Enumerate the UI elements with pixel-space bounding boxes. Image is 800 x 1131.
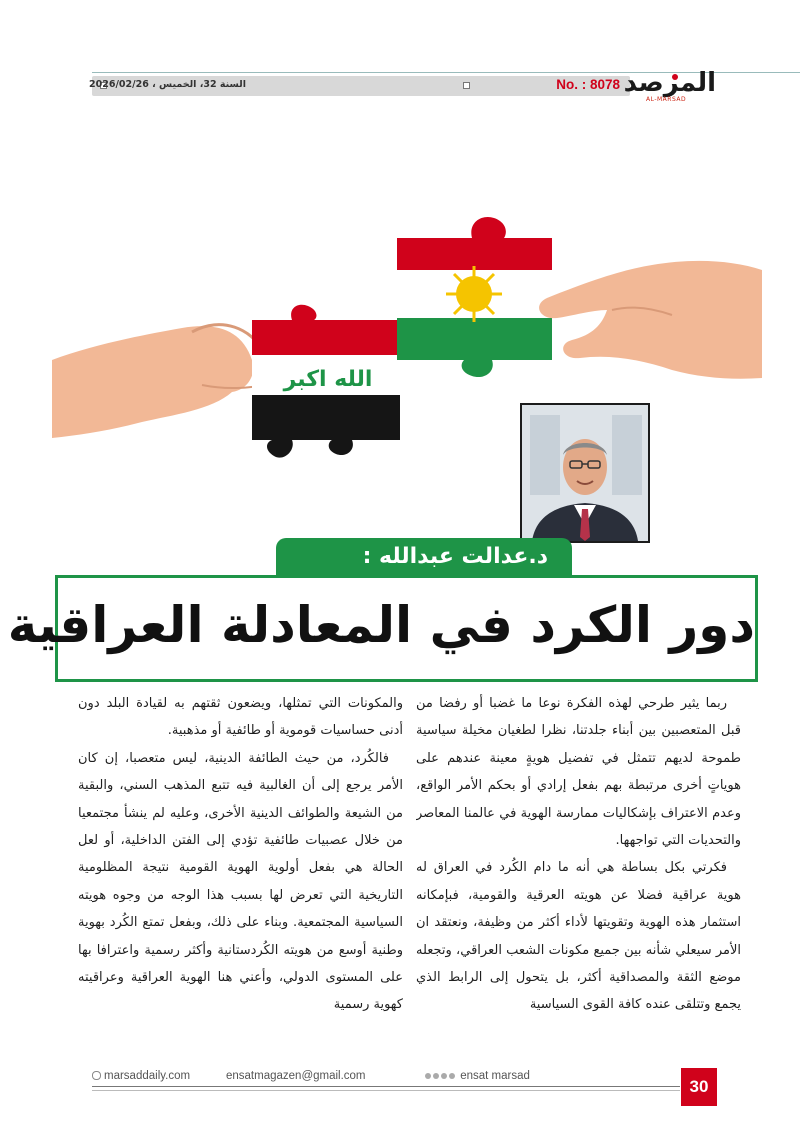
paragraph: فكرتي بكل بساطة هي أنه ما دام الكُرد في العراق له هوية عراقية فضلا عن هويته العرقية والقومية، فبإمكانه استثمار هذه الهوية وتقويتها لأداء أكثر من وظيفة، ونعتقد ان الأمر سيعلي شأنه بين جميع مكونات الشعب العراقي، وتجعله موضع الثقة والمصداقية أكثر، بل يتحول إلى الرابط الذي يجمع وتتلقى عنده كافة القوى السياسية: [416, 860, 741, 1013]
square-bullet-icon: [463, 82, 470, 89]
iraq-flag-puzzle-icon: [252, 305, 400, 458]
footer-email[interactable]: [226, 1070, 366, 1082]
article-title: دور الكرد في المعادلة العراقية: [7, 596, 755, 654]
footer-website[interactable]: [92, 1070, 190, 1082]
logo-text: المرصد: [623, 68, 716, 98]
kurdistan-flag-puzzle-icon: [397, 217, 552, 377]
page-number: 30: [681, 1068, 717, 1106]
paragraph: فالكُرد، من حيث الطائفة الدينية، ليس متعصبا، إن كان الأمر يرجع إلى أن الغالبية فيه تتبع المذهب السني، والبقية من الشيعة والطوائف الدينية الأخرى، وعليه لم ينشأ مجتمعيا من خلال عصبيات طائفية تؤدي إلى الفتن الداخلية، أو لعل الحالة هي بفعل أولوية الهوية القومية نتيجة المظلومية التاريخية التي تعرض لها بسبب هذا الوجه من وجوه هويته السياسية المجتمعية. وبناء على ذلك، وبفعل تمتع الكُرد بهوية وطنية أوسع من هويته الكُردستانية وأكثر رسمية واعترافا بها على المستوى الدولي، وأعني هنا الهوية العراقية وعراقيته كهوية رسمية: [78, 750, 403, 1013]
paragraph: والمكونات التي تمثلها، ويضعون ثقتهم به لقيادة البلد دون أدنى حساسيات قوموية أو طائفية أو مذهبية.: [78, 696, 403, 739]
globe-icon: [92, 1071, 101, 1080]
paragraph: ربما يثير طرحي لهذه الفكرة نوعا ما غضبا أو رفضا من قبل المتعصبين بين أبناء جلدتنا، نظرا لطغيان مخيلة سياسية طموحة لديهم تتمثل في تفضيل هويةٍ معينة عندهم على هوياتٍ أخرى مرتبطة بهم بفعل إرادي أو بحكم الأمر الواقع، وعدم الاعتراف بإشكاليات ممارسة الهوية في عالمنا المعاصر والتحديات التي تواجهها.: [416, 696, 741, 849]
hero-illustration: [52, 210, 762, 470]
author-portrait: [520, 403, 650, 543]
publication-logo: [623, 68, 726, 103]
author-name: د.عدالت عبدالله :: [362, 544, 548, 569]
website-link[interactable]: marsaddaily.com: [104, 1070, 191, 1082]
flag-inscription: الله اكبر: [283, 367, 373, 392]
article-column-left: [78, 690, 403, 1040]
social-handle: ensat marsad: [460, 1070, 530, 1082]
author-photo: [522, 405, 648, 541]
left-hand: [52, 325, 267, 438]
author-byline: [276, 538, 572, 578]
facebook-icon[interactable]: [425, 1073, 431, 1079]
issue-number: No. : 8078: [556, 77, 620, 92]
email-link[interactable]: ensatmagazen@gmail.com: [226, 1070, 366, 1082]
youtube-icon[interactable]: [449, 1073, 455, 1079]
twitter-icon[interactable]: [433, 1073, 439, 1079]
footer-social[interactable]: [425, 1070, 530, 1082]
instagram-icon[interactable]: [441, 1073, 447, 1079]
article-title-box: [7, 575, 758, 682]
issue-date: السنة 32، الخميس ، 2026/02/26: [89, 79, 246, 90]
right-hand: [539, 261, 762, 379]
logo-subtitle: AL-MARSAD: [646, 96, 687, 103]
footer-rule: [92, 1086, 680, 1087]
article-column-right: [416, 690, 741, 1040]
footer-rule: [92, 1090, 680, 1091]
header-bar: [89, 76, 630, 96]
